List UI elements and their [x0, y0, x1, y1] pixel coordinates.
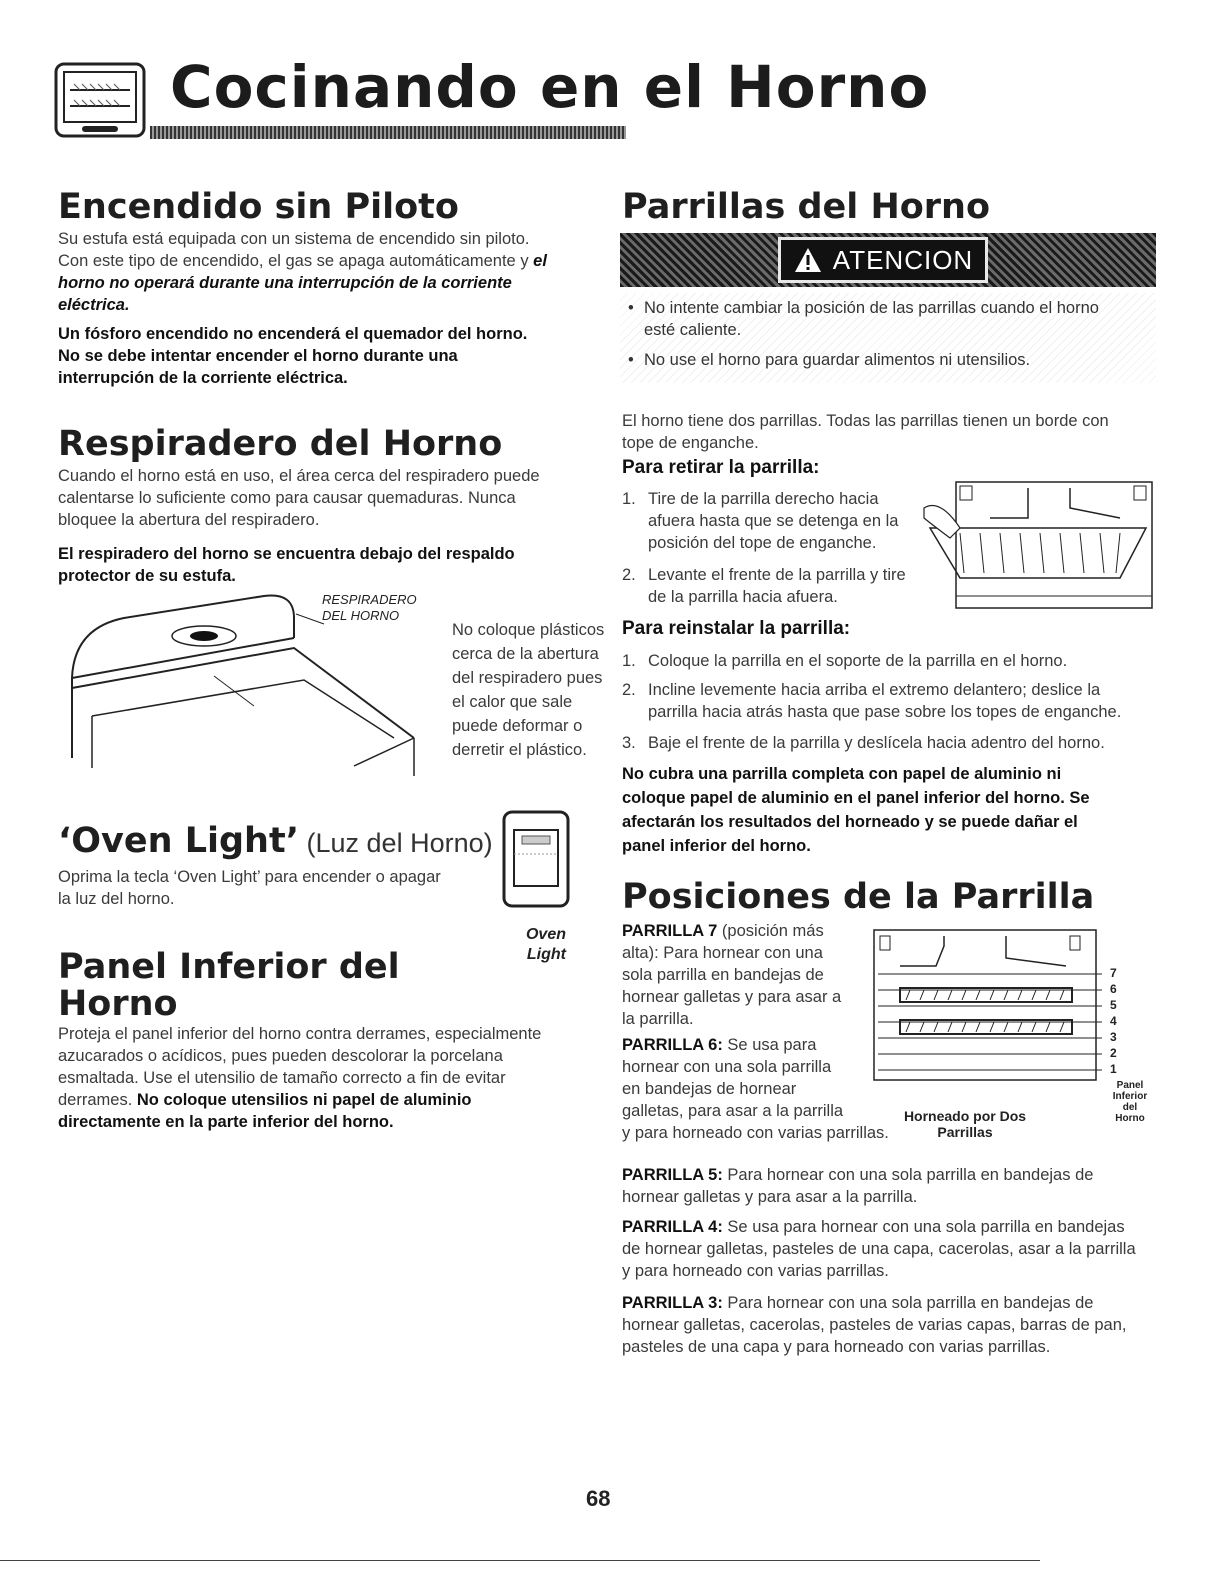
rack-4-text: PARRILLA 4: Se usa para hornear con una sola parrilla en bandejas de hornear galletas, pasteles de una capa, cacerolas, asar a la parrilla y para horneado con varias parrillas. [622, 1218, 1136, 1280]
replace-rack-title: Para reinstalar la parrilla: [622, 618, 851, 639]
rack-3-text: PARRILLA 3: Para hornear con una sola parrilla en bandejas de hornear galletas, cacerolas, pasteles de varias capas, barras de pan, pasteles de una capa y para horneado con varias parrillas. [622, 1294, 1127, 1356]
bottom-panel-title-1: Panel Inferior del [58, 947, 400, 987]
oven-light-key-icon [500, 808, 572, 910]
page-number: 68 [586, 1486, 611, 1511]
bottom-panel-callout: Panel Inferior del Horno [1112, 1080, 1148, 1124]
warning-box [620, 233, 1156, 383]
footer-rule [0, 1560, 1040, 1561]
igniter-warning: Un fósforo encendido no encenderá el quemador del horno. No se debe intentar encender el horno durante una interrupción de la corriente eléctrica. [58, 325, 528, 387]
rack-7-text: PARRILLA 7 (posición más alta): Para hornear con una sola parrilla en bandejas de hornear galletas y para asar a la parrilla. [622, 922, 842, 1028]
rack-6-text: PARRILLA 6: Se usa para hornear con una sola parrilla en bandejas de hornear galletas, para asar a la parrilla y para horneado con varias parrillas. [622, 1036, 889, 1142]
racks-intro: El horno tiene dos parrillas. Todas las parrillas tienen un borde con tope de enganche. [622, 412, 1109, 452]
igniter-text: Su estufa está equipada con un sistema de encendido sin piloto. Con este tipo de encendido, el gas se apaga automáticamente y el horno no operará durante una interrupción de la corriente eléctrica. [58, 230, 547, 314]
positions-title: Posiciones de la Parrilla [622, 877, 1095, 917]
warning-list: • No intente cambiar la posición de las parrillas cuando el horno esté caliente. • No use el horno para guardar alimentos ni utensilios. [620, 293, 1156, 383]
foil-warning: No cubra una parrilla completa con papel de aluminio ni coloque papel de aluminio en el panel inferior del horno. Se afectarán los resultados del horneado y se puede dañar el panel inferior del horno. [622, 765, 1090, 855]
warning-label: ATENCION [832, 244, 974, 275]
rack-diagram-caption: Horneado por Dos Parrillas [903, 1108, 1027, 1140]
vent-title: Respiradero del Horno [58, 424, 503, 464]
bottom-panel-title-2: Horno [58, 984, 178, 1024]
rack-removal-diagram [920, 478, 1156, 612]
racks-title: Parrillas del Horno [622, 187, 991, 227]
page-title: Cocinando en el Horno [170, 53, 930, 121]
warning-header [620, 233, 1156, 287]
vent-text: Cuando el horno está en uso, el área cerca del respiradero puede calentarse lo suficiente como para causar quemaduras. Nunca bloquee la abertura del respiradero. [58, 467, 540, 529]
rack-positions-diagram [866, 926, 1106, 1082]
oven-light-text: Oprima la tecla ‘Oven Light’ para encender o apagar la luz del horno. [58, 868, 441, 908]
remove-rack-title: Para retirar la parrilla: [622, 457, 820, 478]
oven-light-key-label: Oven Light [525, 926, 566, 963]
oven-icon [54, 62, 146, 144]
oven-light-title: ‘Oven Light’ (Luz del Horno) [58, 821, 493, 861]
vent-plastics-note: No coloque plásticos cerca de la abertura del respiradero pues el calor que sale puede deformar o derretir el plástico. [452, 621, 605, 759]
warning-triangle-icon [793, 246, 823, 274]
vent-location: El respiradero del horno se encuentra debajo del respaldo protector de su estufa. [58, 545, 515, 585]
igniter-title: Encendido sin Piloto [58, 187, 459, 227]
vent-diagram-label: RESPIRADERO DEL HORNO [322, 592, 417, 623]
bottom-panel-text: Proteja el panel inferior del horno contra derrames, especialmente azucarados o acídicos, pues pueden descolorar la porcelana esmaltada. Use el utensilio de tamaño correcto a fin de evitar derrames. No coloque utensilios ni papel de aluminio directamente en la parte inferior del horno. [58, 1025, 542, 1131]
rack-5-text: PARRILLA 5: Para hornear con una sola parrilla en bandejas de hornear galletas y para asar a la parrilla. [622, 1166, 1094, 1206]
replace-rack-steps: 1. Coloque la parrilla en el soporte de la parrilla en el horno. 2. Incline levemente hacia arriba el extremo delantero; deslice la parrilla hacia atrás hasta que pase sobre los topes de enganche. 3. Baje el frente de la parrilla y deslícela hacia adentro del horno. [622, 652, 1122, 752]
title-underline [150, 126, 626, 139]
remove-rack-steps: 1. Tire de la parrilla derecho hacia afuera hasta que se detenga en la posición del tope de enganche. 2. Levante el frente de la parrilla y tire de la parrilla hacia afuera. [622, 490, 906, 606]
